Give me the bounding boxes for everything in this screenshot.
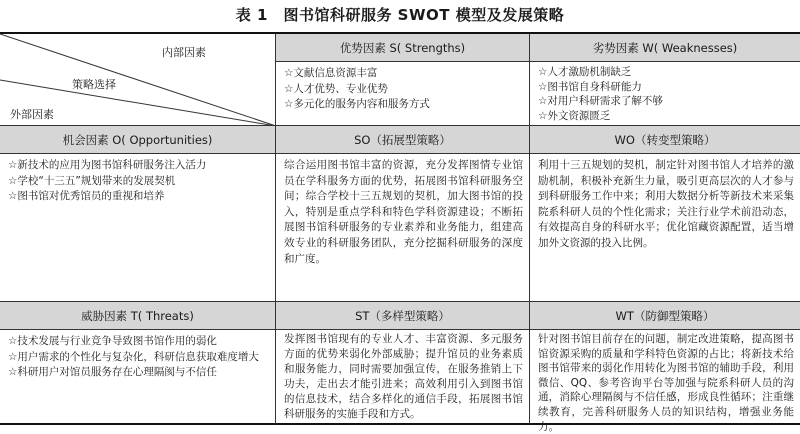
weaknesses-header: 劣势因素 W( Weaknesses) xyxy=(530,34,800,62)
threat-item: ☆技术发展与行业竞争导致图书馆作用的弱化 xyxy=(8,335,217,347)
opportunity-item: ☆学校“十三五”规划带来的发展契机 xyxy=(8,174,176,187)
wt-header: WT（防御型策略） xyxy=(530,302,800,330)
strength-item: ☆多元化的服务内容和服务方式 xyxy=(284,98,430,111)
weaknesses-list xyxy=(530,62,800,126)
threats-header: 威胁因素 T( Threats) xyxy=(0,302,276,330)
corner-cell xyxy=(0,34,276,126)
table-title: 表 1 图书馆科研服务 SWOT 模型及发展策略 xyxy=(235,6,565,24)
swot-table xyxy=(0,32,800,433)
strengths-header: 优势因素 S( Strengths) xyxy=(276,34,530,62)
corner-external-label: 外部因素 xyxy=(10,108,54,121)
so-header: SO（拓展型策略） xyxy=(276,126,530,154)
strengths-list xyxy=(276,62,530,126)
opportunity-item: ☆图书馆对优秀馆员的重视和培养 xyxy=(8,190,165,203)
opportunities-header: 机会因素 O( Opportunities) xyxy=(0,126,276,154)
weakness-item: ☆图书馆自身科研能力 xyxy=(538,80,642,93)
wo-header: WO（转变型策略） xyxy=(530,126,800,154)
corner-strategy-label: 策略选择 xyxy=(72,78,116,91)
corner-internal-label: 内部因素 xyxy=(162,46,206,59)
st-strategy-text: 发挥图书馆现有的专业人才、丰富资源、多元服务方面的优势来弱化外部威胁；提升馆员的业务素质和服务能力，同时需要加强宣传，在服务推销上下功夫，走出去才能引进来；高效利用引入到图书馆的信息技术，结合多样化的通信手段，拓展图书馆科研服务的实施手段和方式。 xyxy=(276,330,530,425)
wo-strategy-text: 利用十三五规划的契机，制定针对图书馆人才培养的激励机制，积极补充新生力量，吸引更高层次的人才参与到科研服务工作中来；利用大数据分析等新技术来采集院系科研人员的个性化需求；关注行业学术前沿动态，有效提高自身的科研水平；优化馆藏资源配置，适当增加外文资源的投入比例。 xyxy=(530,154,800,302)
weakness-item: ☆人才激励机制缺乏 xyxy=(538,66,632,78)
strength-item: ☆人才优势、专业优势 xyxy=(284,82,388,95)
threat-item: ☆用户需求的个性化与复杂化，科研信息获取难度增大 xyxy=(8,350,259,363)
strength-item: ☆文献信息资源丰富 xyxy=(284,67,378,79)
st-header: ST（多样型策略） xyxy=(276,302,530,330)
weakness-item: ☆对用户科研需求了解不够 xyxy=(538,95,663,107)
weakness-item: ☆外文资源匮乏 xyxy=(538,109,611,122)
so-strategy-text: 综合运用图书馆丰富的资源，充分发挥图情专业馆员在学科服务方面的优势，拓展图书馆科研服务空间；综合学校十三五规划的契机，加大图书馆的投入，特别是重点学科和特色学科资源建设；不断拓展图书馆科研服务的专业素养和业务能力，组建高效专业的科研服务团队，充分挖掘科研服务的深度和广度。 xyxy=(276,154,530,302)
threat-item: ☆科研用户对馆员服务存在心理隔阂与不信任 xyxy=(8,366,217,379)
opportunities-list xyxy=(0,154,276,302)
opportunity-item: ☆新技术的应用为图书馆科研服务注入活力 xyxy=(8,159,207,171)
threats-list xyxy=(0,330,276,425)
wt-strategy-text: 针对图书馆目前存在的问题，制定改进策略，提高图书馆资源采购的质量和学科特色资源的占比；将新技术给图书馆带来的弱化作用转化为图书馆的辅助手段，利用微信、QQ、参考咨询平台等加强与院系科研人员的沟通，消除心理隔阂与不信任感，形成良性循环；注重继续教育，完善科研服务人员的知识结构，增强业务能力。 xyxy=(530,330,800,425)
